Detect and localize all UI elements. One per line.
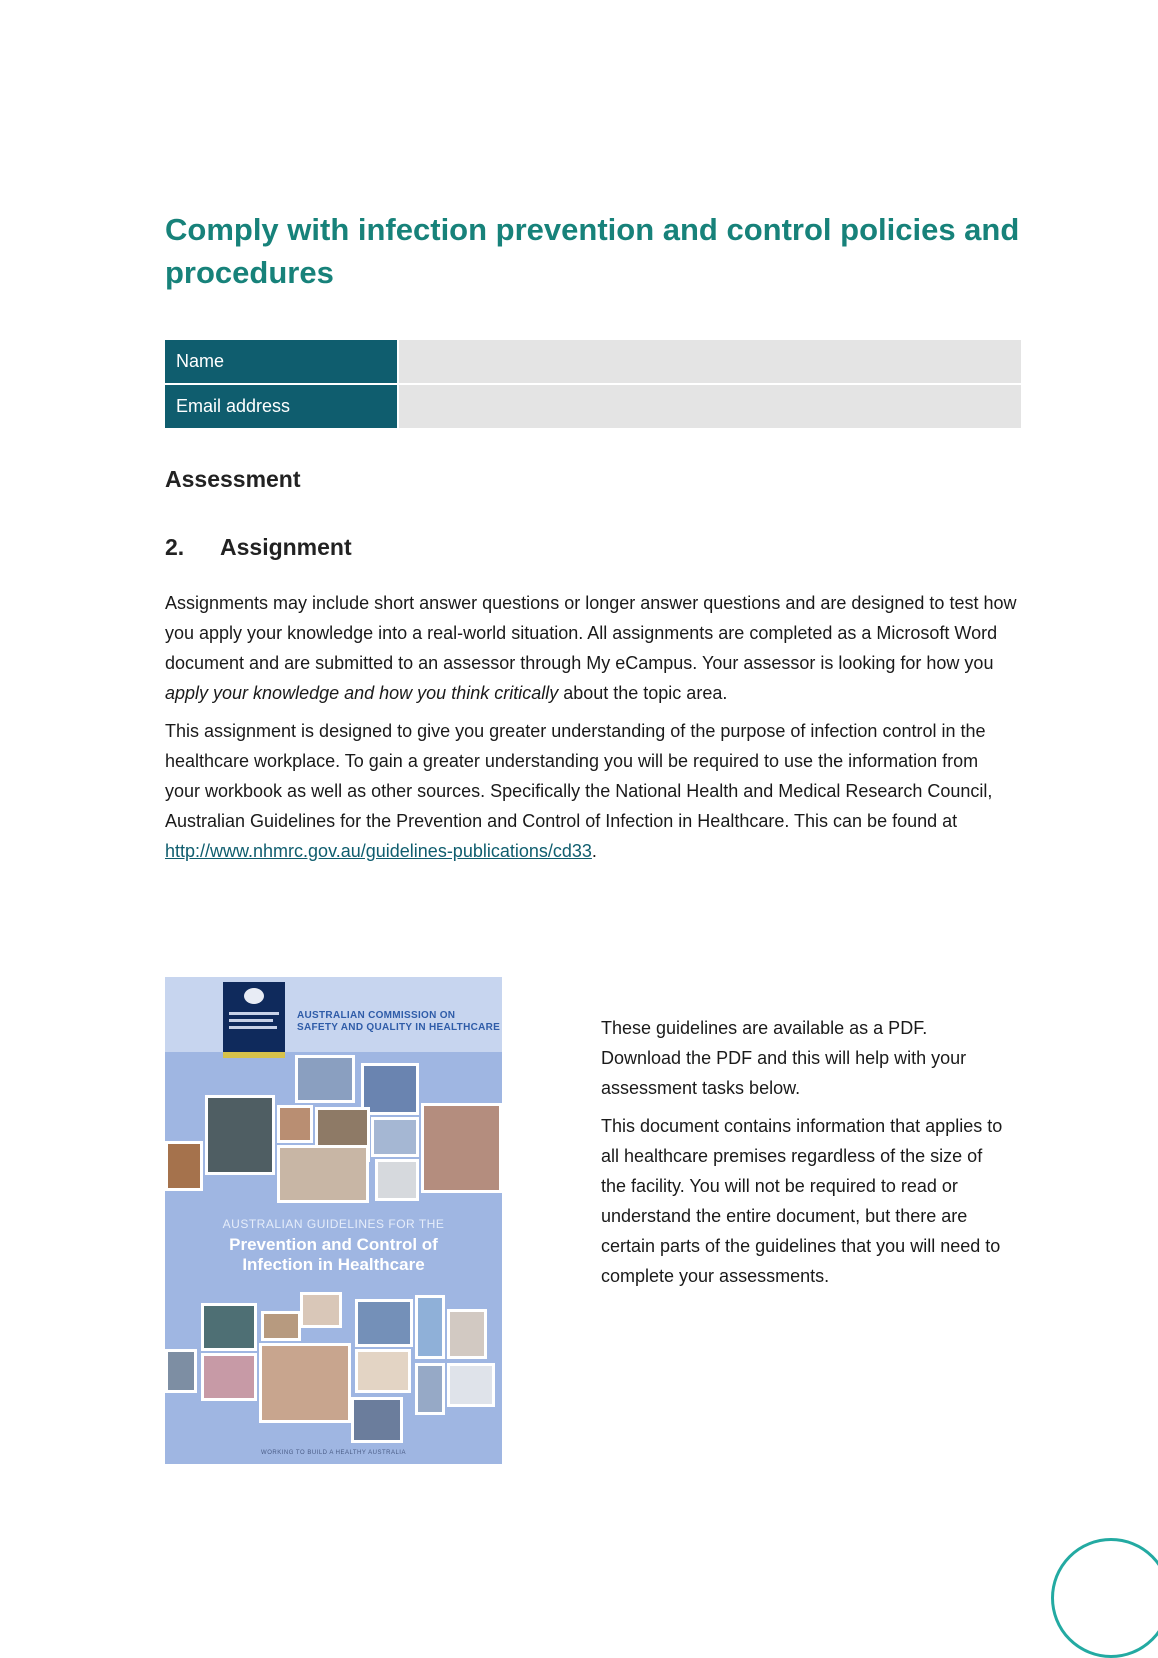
cover-photo (355, 1349, 411, 1393)
pdf-availability-paragraph: These guidelines are available as a PDF. Download the PDF and this will help with your assessment tasks below. (601, 1018, 967, 1098)
cover-photo (201, 1303, 257, 1351)
cover-photo (295, 1055, 355, 1103)
cover-kicker: AUSTRALIAN GUIDELINES FOR THE (222, 1217, 445, 1231)
cover-photo (261, 1311, 301, 1341)
assignment-heading-text: Assignment (220, 534, 352, 560)
intro-text: Assignments may include short answer questions or longer answer questions and are designed to test how you apply your knowledge into a real-world situation. All assignments are completed as a Microsoft Word document and are submitted to an assessor through My eCampus. Your assessor is looking for how you (165, 593, 1017, 673)
nhmrc-guidelines-link[interactable]: http://www.nhmrc.gov.au/guidelines-publications/cd33 (165, 841, 592, 861)
purpose-end: . (591, 841, 597, 861)
cover-photo (351, 1397, 403, 1443)
assessment-heading: Assessment (165, 466, 301, 492)
cover-title: Prevention and Control of Infection in Healthcare (229, 1235, 438, 1274)
student-details-table (165, 340, 1021, 430)
email-field[interactable] (398, 384, 1021, 429)
cover-photo (421, 1103, 502, 1193)
cover-photo (355, 1299, 413, 1347)
assignment-number: 2. (165, 534, 185, 560)
purpose-text: This assignment is designed to give you greater understanding of the purpose of infection control in the healthcare workplace. To gain a greater understanding you will be required to use the information from your workbook as well as other sources. Specifically the National Health and Medical Research Council, Australian Guidelines for the Prevention and Control of Infection in Healthcare. This can be found at (165, 721, 993, 831)
cover-photo (277, 1105, 313, 1143)
guidelines-description (601, 1013, 1011, 1299)
cover-photo (205, 1095, 275, 1175)
assignment-intro-paragraph (165, 588, 1017, 708)
cover-photo (277, 1145, 369, 1203)
cover-photo (165, 1349, 197, 1393)
document-scope-paragraph: This document contains information that applies to all healthcare premises regardless of the size of the facility. You will not be required to read or understand the entire document, but there are certain parts of the guidelines that you will need to complete your assessments. (601, 1116, 1003, 1286)
cover-photo (259, 1343, 351, 1423)
cover-photo (447, 1309, 487, 1359)
assignment-heading (165, 534, 352, 561)
decorative-circle (1051, 1538, 1158, 1658)
table-row (165, 340, 1021, 384)
intro-emphasis: apply your knowledge and how you think critically (165, 683, 559, 703)
document-title: Comply with infection prevention and control policies and procedures (165, 212, 1020, 290)
email-label: Email address (165, 384, 398, 429)
crest-emblem-icon (244, 988, 264, 1004)
cover-photo (447, 1363, 495, 1407)
cover-photo (165, 1141, 203, 1191)
assignment-body (165, 588, 1017, 874)
guidelines-cover-image (165, 977, 502, 1464)
cover-photo (375, 1159, 419, 1201)
name-field[interactable] (398, 340, 1021, 384)
intro-text-end: about the topic area. (558, 683, 728, 703)
table-row (165, 384, 1021, 429)
cover-footer-text: WORKING TO BUILD A HEALTHY AUSTRALIA (261, 1450, 406, 1456)
assignment-purpose-paragraph (165, 716, 1017, 866)
name-label: Name (165, 340, 398, 384)
cover-photo (415, 1363, 445, 1415)
commission-logo-text: AUSTRALIAN COMMISSION ON SAFETY AND QUALITY IN HEALTHCARE (297, 1010, 501, 1033)
cover-photo (300, 1292, 342, 1328)
cover-photo (415, 1295, 445, 1359)
cover-photo (201, 1353, 257, 1401)
cover-photo (371, 1117, 419, 1157)
government-crest-logo (223, 982, 285, 1058)
